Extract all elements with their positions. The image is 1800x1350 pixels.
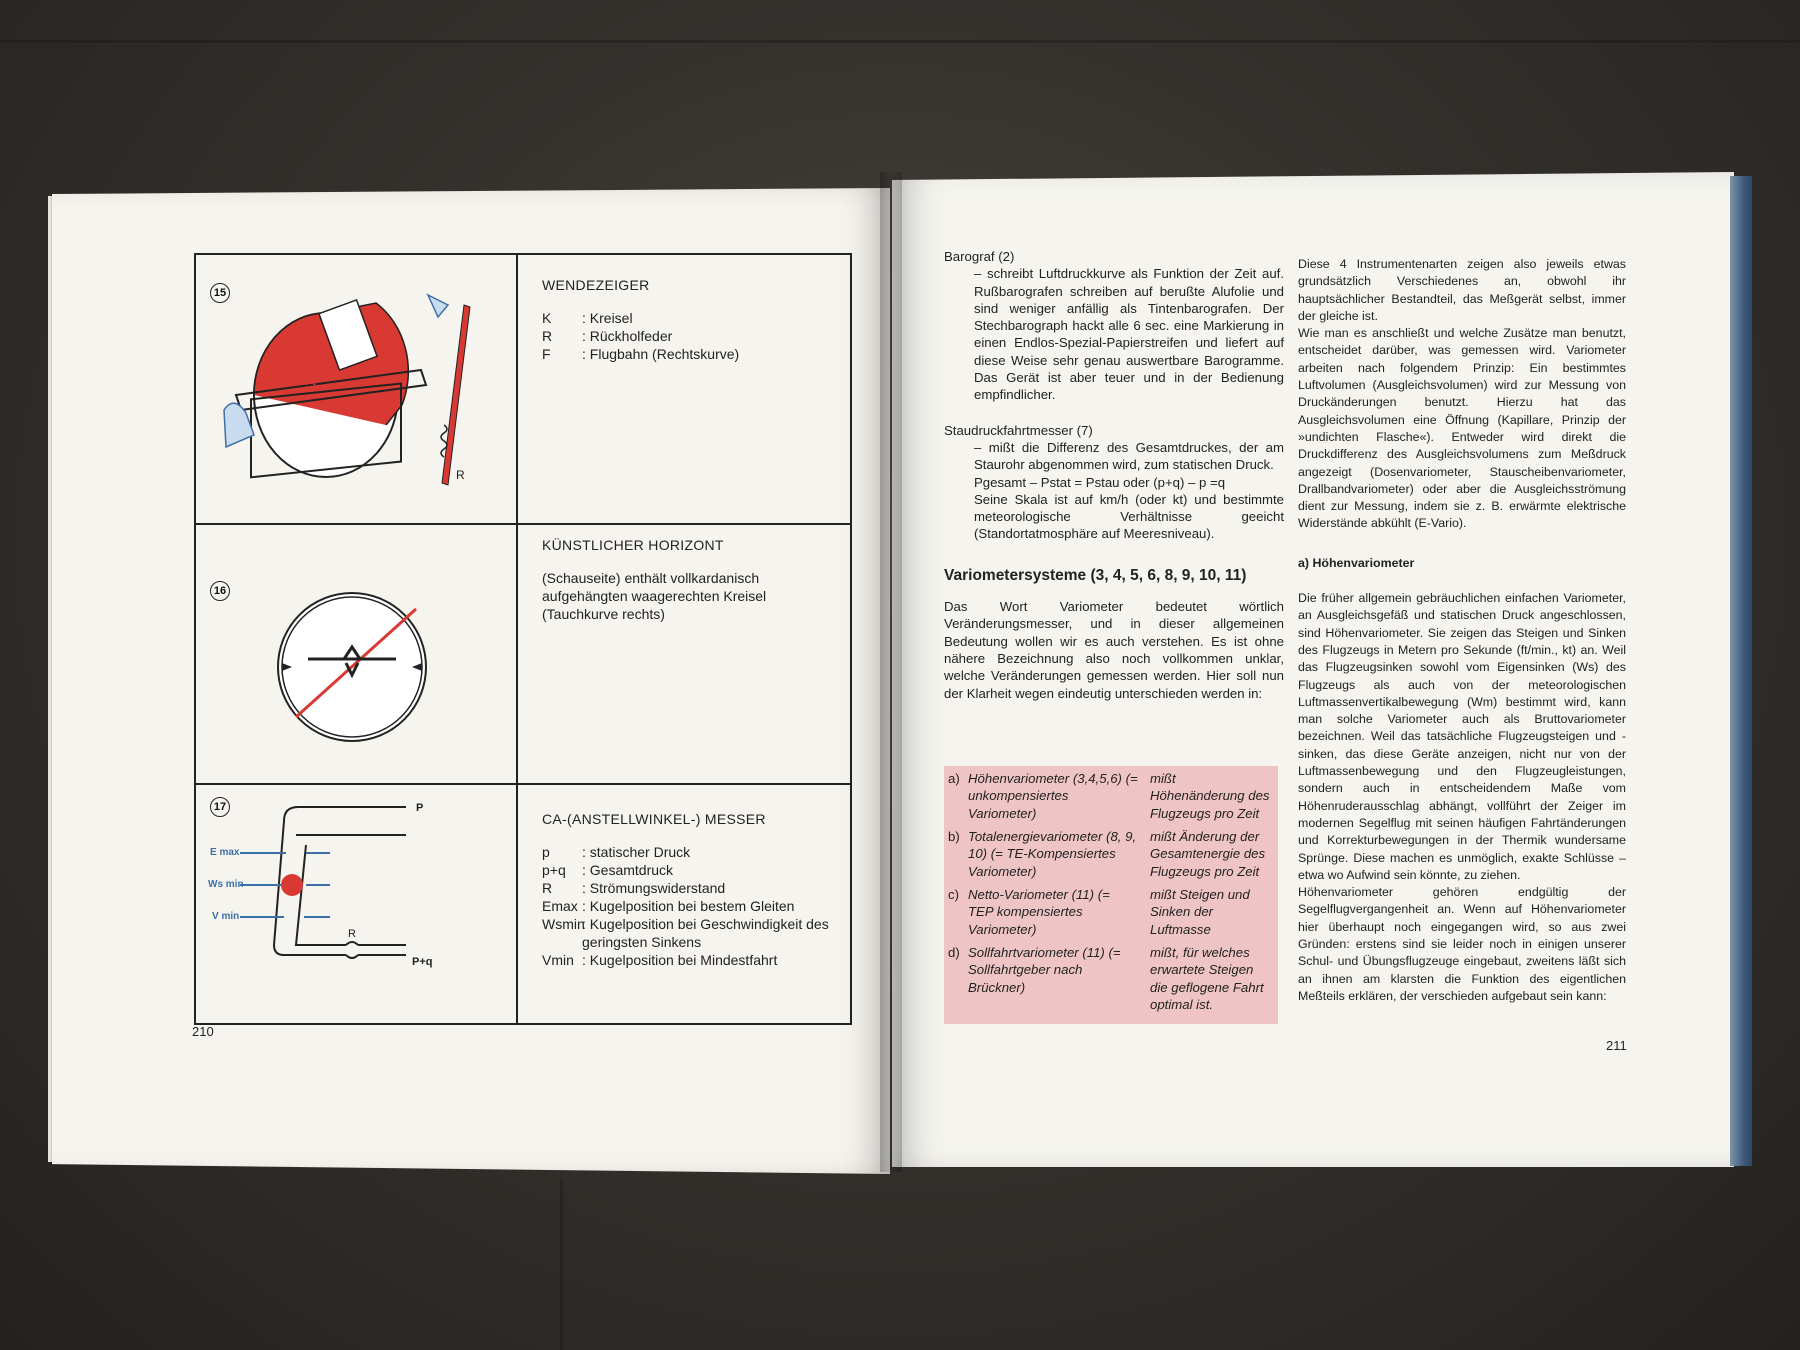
label-pq: P+q <box>412 956 433 968</box>
figure-title: WENDEZEIGER <box>542 277 650 293</box>
legend-item: R : Strömungswiderstand <box>542 880 726 896</box>
text-column <box>944 248 1284 702</box>
legend-item: Emax : Kugelposition bei bestem Gleiten <box>542 898 795 914</box>
legend-item: Vmin : Kugelposition bei Mindestfahrt <box>542 952 778 968</box>
paragraph: – schreibt Luftdruckkurve als Funktion der Zeit auf. Rußbarografen schreiben auf berußte Alufolie und sind weniger anfällig als Tintenbarografen. Der Stechbarograph hackt alle 6 sec. eine Markierung in einen Endlos-Spezial-Papierstreifen und liefert auf diese Weise sehr genau auswertbare Barogramme. Das Gerät ist aber teuer und in der Bedienung empfindlicher. <box>974 266 1284 403</box>
legend-item: Wsmin : Kugelposition bei Geschwindigkeit des geringsten Sinkens <box>542 916 829 950</box>
indicator-ball <box>281 874 303 896</box>
subsection-title: Staudruckfahrtmesser (7) <box>944 422 1093 438</box>
label-p: P <box>416 802 424 814</box>
book-gutter <box>880 172 902 1172</box>
figure-row <box>196 785 850 1021</box>
figure-legend <box>542 843 842 969</box>
figure-title: KÜNSTLICHER HORIZONT <box>542 537 724 553</box>
paragraph: Höhenvariometer gehören endgültig der Segelflugvergangenheit an. Wenn auf Höhenvariometer hier überhaupt noch eingegangen wird, so aus zwei Gründen: erstens sind sie leider noch in einigen unserer Schul- und Übungsflugzeuge eingebaut, zweitens läßt sich an ihnen am klarsten die Funktion des eigentlichen Meßteils erklären, der verschieden aufgebaut sein kann: <box>1298 885 1626 1003</box>
paragraph: Seine Skala ist auf km/h (oder kt) und bestimmte meteorologische Verhältnisse geeicht (Standortatmosphäre auf Meeresniveau). <box>974 491 1284 542</box>
text-column <box>1298 256 1626 1005</box>
section-heading: Variometersysteme (3, 4, 5, 6, 8, 9, 10, 11) <box>944 566 1247 584</box>
figure-legend <box>542 309 739 363</box>
figure-description: (Schauseite) enthält vollkardanisch aufgehängten waagerechten Kreisel (Tauchkurve rechts) <box>542 570 767 622</box>
label-r: R <box>456 468 465 482</box>
figure-table <box>194 253 852 1025</box>
label-k: K <box>304 369 317 389</box>
couch-seam <box>0 40 1800 43</box>
paragraph: Diese 4 Instrumentenarten zeigen also jeweils etwas grundsätzlich Verschiedenes an, obwohl ihr hauptsächlicher Bestandteil, das Meßgerät selbst, immer der gleiche ist. <box>1298 257 1626 323</box>
figure-row <box>196 525 850 785</box>
paragraph: Die früher allgemein gebräuchlichen einfachen Variometer, an Ausgleichsgefäß und statischen Druck angeschlossen, sind Höhenvariometer. Sie zeigen das Steigen und Sinken des Flugzeugs in Metern pro Sekunde (ft/min., kt) an. Weil das Flugzeugsinken sowohl vom Eigensinken (Ws) des Flugzeugs als auch von der meteorologischen Luftmassenvertikalbewegung (Wm) bestimmt wird, kann man solche Variometer auch als Bruttovariometer bezeichnen. Weil das tatsächliche Flugzeugsteigen und -sinken, das diese Geräte anzeigen, nicht nur von der Luftmassenbewegung und den Flugzeugleistungen, sondern auch in entscheidendem Maße vom Höhenruderausschlag abhängt, vollführt der Zeiger im modernen Segelflug mit seinen häufigen Fahrtänderungen und Korrekturbewegungen in der Thermik wundersame Sprünge. Diese machen es unmöglich, exakte Schlüsse – etwa wo Aufwind sein könnte, zu ziehen. <box>1298 591 1626 882</box>
label-emax: E max <box>210 847 240 858</box>
paragraph: Wie man es anschließt und welche Zusätze man benutzt, entscheidet darüber, was gemessen wird. Variometer arbeiten nach folgendem Prinzip: Ein bestimmtes Luftvolumen (Ausgleichsvolumen) wird zur Messung von Druckänderungen benutzt. Hierzu hat das Ausgleichsvolumen eine Öffnung (Kapillare, Prinzip der »undichten Flasche«). Entweder wird direkt die Druckdifferenz des Ausgleichsvolumens zum Meßdruck angezeigt (Dosenvariometer, Stauscheibenvariometer, Drallbandvariometer) oder aber die Ausgleichsströmung dient zur Messung, indem sie z. B. erwärmte elektrische Widerstände abkühlt (E-Vario). <box>1298 326 1626 531</box>
paragraph: – mißt die Differenz des Gesamtdruckes, der am Staurohr abgenommen wird, zum statischen Druck. <box>974 439 1284 473</box>
formula: Pgesamt – Pstat = Pstau oder (p+q) – p =q <box>974 474 1226 490</box>
legend-item: R : Rückholfeder <box>542 328 673 344</box>
figure-row <box>196 255 850 525</box>
label-wsmin: Ws min <box>208 879 244 890</box>
subsection-title: Barograf (2) <box>944 249 1015 264</box>
figure-number: 17 <box>210 797 230 817</box>
figure-title: CA-(ANSTELLWINKEL-) MESSER <box>542 811 766 827</box>
legend-item: K : Kreisel <box>542 310 633 326</box>
figure-number: 15 <box>210 283 230 303</box>
artificial-horizon-drawing <box>226 577 486 757</box>
direction-arrow <box>428 295 448 317</box>
subheading: a) Höhenvariometer <box>1298 555 1415 570</box>
label-r: R <box>348 928 356 940</box>
couch-seam <box>560 1180 563 1350</box>
needle-pointer <box>442 305 470 485</box>
label-vmin: V min <box>212 911 240 922</box>
page-number: 210 <box>192 1024 214 1039</box>
figure-number: 16 <box>210 581 230 601</box>
legend-item: p+q : Gesamtdruck <box>542 862 674 878</box>
angle-of-attack-drawing <box>196 785 516 1021</box>
legend-item: p : statischer Druck <box>542 844 691 860</box>
paragraph: Das Wort Variometer bedeutet wörtlich Veränderungsmesser, und in dieser allgemeinen Bedeutung wollen wir es auch verstehen. Es ist ohne nähere Bezeichnung also noch vollkommen unklar, welche Veränderungen gemessen werden. Hier soll nun der Klarheit wegen eindeutig unterschieden werden in: <box>944 599 1284 701</box>
book-cover-edge <box>1730 176 1752 1166</box>
page-number: 211 <box>1606 1038 1627 1053</box>
turn-indicator-drawing <box>216 275 506 515</box>
variometer-types-box: a) Höhenvariometer (3,4,5,6) (= unkompensiertes Variometer) mißt Höhenänderung des Flugzeugs pro Zeit b) Totalenergievariometer (8, 9, 10) (= TE-Kompensiertes Variometer) mißt Änderung der Gesamtenergie des Flugzeugs pro Zeit c) Netto-Variometer (11) (= TEP kompensiertes Variometer) mißt Steigen und Sinken der Luftmasse d) Sollfahrtvariometer (11) (= Sollfahrtgeber nach Brückner) mißt, für welches erwartete Steigen die geflogene Fahrt optimal ist. <box>944 766 1278 1024</box>
legend-item: F : Flugbahn (Rechtskurve) <box>542 346 740 362</box>
